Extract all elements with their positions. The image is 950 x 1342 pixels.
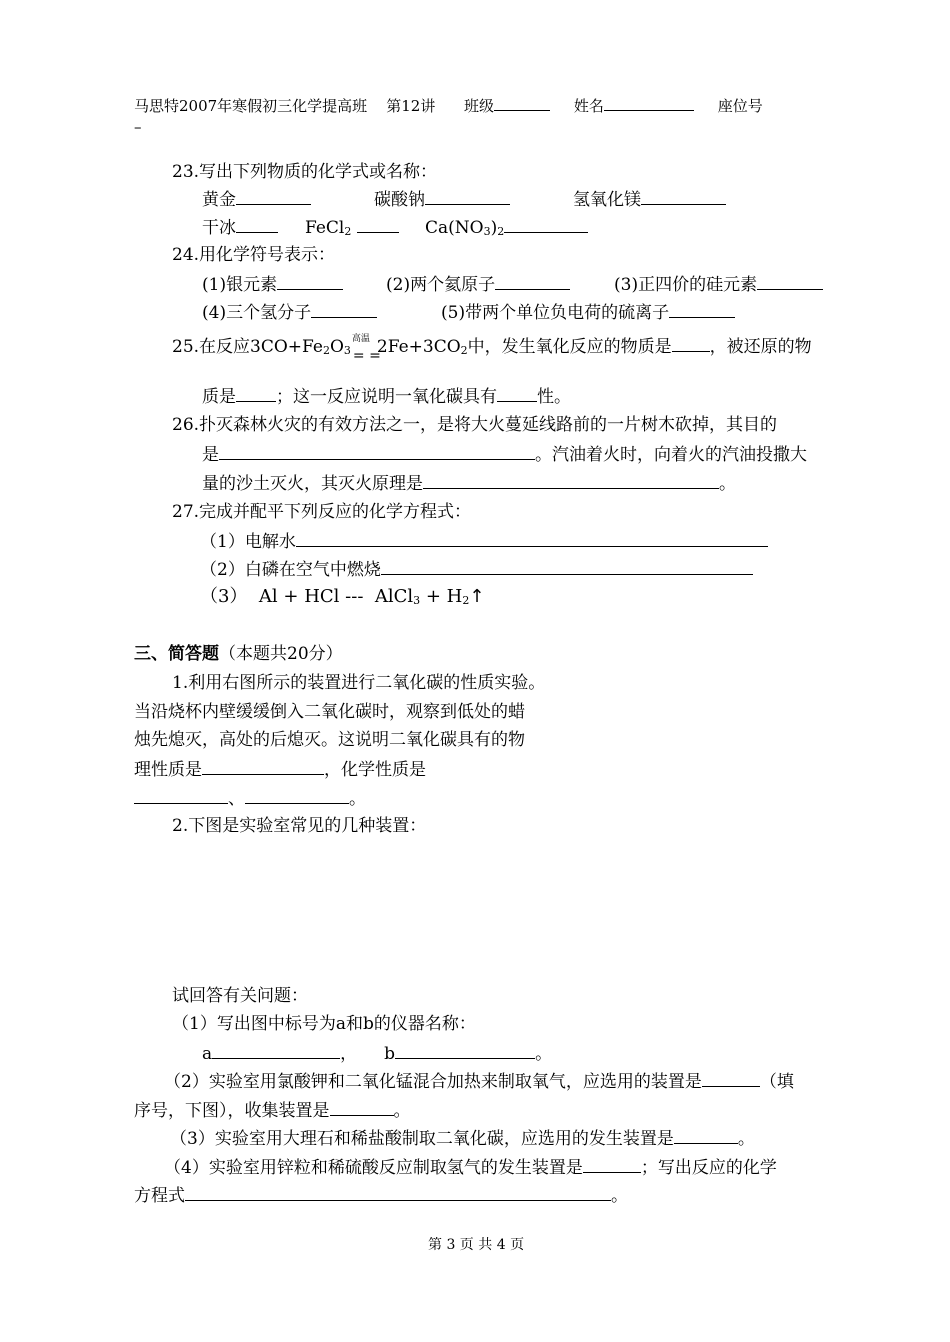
q23-cano-close: ) [490,218,498,238]
q24-i5-blank[interactable] [669,301,735,318]
q23-dryice-blank[interactable] [236,216,278,233]
q24-i4 [202,301,377,324]
q26-principle-blank[interactable] [423,472,719,489]
q23-row1b [374,188,510,211]
sa2-b-label: b [384,1044,396,1064]
q27-i1 [200,530,768,553]
q23-gold-blank[interactable] [236,188,311,205]
q27-i3 [200,586,484,608]
q23-cano-sub2: 2 [497,225,505,238]
q24-i3-blank[interactable] [757,273,823,290]
q24-i5 [441,301,735,324]
sa2-i3b: 。 [737,1129,755,1149]
q24-i1-blank[interactable] [277,273,343,290]
sa2-i4-device-blank[interactable] [583,1156,641,1173]
name-label: 姓名 [573,97,604,115]
sa1-l4b: ，化学性质是 [324,760,426,780]
sa2-b-blank[interactable] [395,1042,535,1059]
sa2-i4a: （4）实验室用锌粒和稀硫酸反应制取氢气的发生装置是 [164,1158,583,1178]
q26-line2 [202,443,807,466]
sa2-i2a: （2）实验室用氯酸钾和二氧化锰混合加热来制取氧气，应选用的装置是 [164,1072,702,1092]
sa2-i1: （1）写出图中标号为a和b的仪器名称： [172,1014,476,1034]
sa1-chemical-blank-2[interactable] [245,787,349,804]
q24-i3 [614,273,823,296]
sa1-l4a: 理性质是 [134,760,202,780]
q27-i2 [200,558,753,581]
q24-i5-text: (5)带两个单位负电荷的硫离子 [441,303,670,323]
section3-note: （本题共20分） [219,644,343,664]
q23-mgoh-blank[interactable] [641,188,726,205]
q25-tail2: ，被还原的物 [709,337,812,357]
sa2-i4-line2 [134,1184,628,1207]
q23-fecl2 [305,216,399,239]
class-label: 班级 [463,97,494,115]
sa2-ab [202,1042,552,1065]
sa2-a-label: a [202,1044,213,1064]
q23-na2co3-blank[interactable] [425,188,510,205]
sa1-line2: 当沿烧杯内壁缓缓倒入二氧化碳时，观察到低处的蜡 [134,702,525,722]
sa1-line5 [134,787,366,810]
lecture-number: 第12讲 [386,97,436,115]
q24-title: 24.用化学符号表示： [172,245,336,265]
q25-property-blank[interactable] [497,385,537,402]
sa1-line1: 1.利用右图所示的装置进行二氧化碳的性质实验。 [172,673,546,693]
q24-i2-blank[interactable] [495,273,570,290]
q27-eq-dash: --- [345,586,364,607]
sa2-i2d: 。 [393,1101,411,1121]
q24-i2-text: (2)两个氦原子 [386,275,496,295]
sa1-line3: 烛先熄灭，高处的后熄灭。这说明二氧化碳具有的物 [134,730,525,750]
q26-line1: 26.扑灭森林火灾的有效方法之一，是将大火蔓延线路前的一片树木砍掉，其目的 [172,415,778,435]
q27-i1-blank[interactable] [296,530,768,547]
page-header [134,94,763,117]
q23-title: 23.写出下列物质的化学式或名称： [172,162,438,182]
sa2-i3-blank[interactable] [674,1127,738,1144]
sa2-i2b: （填 [759,1072,794,1092]
q23-mg-hydroxide: 氢氧化镁 [573,190,641,210]
q27-eq-b: AlCl [374,586,414,607]
q24-i1-text: (1)银元素 [202,275,278,295]
q25-sub3: 2 [460,344,468,357]
q26-l2b: 。汽油着火时，向着火的汽油投撒大 [535,445,807,465]
q27-i3-text: （3） [200,586,248,607]
q25-post: 2Fe+3CO [376,337,461,357]
sa2-i2-collect-blank[interactable] [330,1099,394,1116]
sa2-comma: ， [340,1044,358,1064]
sa1-l5b: 。 [349,789,366,809]
q27-i2-blank[interactable] [381,558,753,575]
sa2-i4-line1 [164,1156,777,1179]
q25-l2b: ；这一反应说明一氧化碳具有 [276,387,497,407]
q23-cano3-blank[interactable] [504,216,588,233]
name-blank[interactable] [604,94,694,111]
course-title: 马思特2007年寒假初三化学提高班 [134,97,368,115]
sa2-ask: 试回答有关问题： [172,986,308,1006]
q23-cano-text: Ca(NO [425,218,484,238]
q24-i3-text: (3)正四价的硅元素 [614,275,758,295]
q24-i4-text: (4)三个氢分子 [202,303,312,323]
q23-gold: 黄金 [202,190,236,210]
q25-sub1: 2 [322,344,330,357]
sa1-chemical-blank-1[interactable] [134,787,228,804]
q25-reduced-blank[interactable] [236,385,276,402]
q25-oxidized-blank[interactable] [672,335,710,352]
q24-i4-blank[interactable] [311,301,377,318]
q25-line1 [172,334,812,364]
q23-row1c [573,188,726,211]
q27-eq-c-sub: 2 [462,594,470,607]
sa2-i4-equation-blank[interactable] [185,1184,611,1201]
q23-row2 [202,216,278,239]
sa2-i2-line1 [164,1070,794,1093]
q25-l2c: 性。 [537,387,571,407]
q23-fecl2-blank[interactable] [357,216,399,233]
sa2-i3a: （3）实验室用大理石和稀盐酸制取二氧化碳，应选用的发生装置是 [170,1129,674,1149]
q23-cano-sub: 3 [483,225,491,238]
q26-purpose-blank[interactable] [219,443,535,460]
q27-title: 27.完成并配平下列反应的化学方程式： [172,502,472,522]
q26-l2a: 是 [202,445,219,465]
gas-arrow-icon: ↑ [469,586,485,607]
q26-l3b: 。 [719,474,736,494]
sa2-i4b: ；写出反应的化学 [640,1158,777,1178]
sa1-physical-blank[interactable] [202,758,324,775]
q25-mid: O [329,337,344,357]
q25-line2 [202,385,571,408]
condition-high-temp: 高温 [351,334,370,344]
header-dash: – [134,118,142,136]
q23-fecl-text: FeCl [305,218,345,238]
q27-i2-text: （2）白磷在空气中燃烧 [200,560,381,580]
q25-tail: 中，发生氧化反应的物质是 [467,337,672,357]
sa2-i2c: 序号，下图），收集装置是 [134,1101,330,1121]
q26-l3a: 量的沙土灭火，其灭火原理是 [202,474,423,494]
sa2-i4c: 方程式 [134,1186,185,1206]
q27-eq-a: Al + HCl [258,586,340,607]
q27-i1-text: （1）电解水 [200,532,296,552]
section3-title: 三、简答题 [134,644,219,664]
section3-heading [134,643,343,665]
sa2-a-blank[interactable] [212,1042,340,1059]
q26-line3 [202,472,736,495]
sa1-l5a: 、 [228,789,245,809]
q25-sub2: 3 [343,344,351,357]
q23-row1 [202,188,311,211]
sa2-i2-device-blank[interactable] [702,1070,760,1087]
sa2-i4d: 。 [611,1186,628,1206]
equals-sign: = = [352,348,381,364]
sa2-i3 [170,1127,755,1150]
sa2-i2-line2 [134,1099,411,1122]
q24-i2 [386,273,570,296]
sa2-ab-end: 。 [535,1044,553,1064]
sa1-line4 [134,758,426,781]
seat-label: 座位号 [717,97,763,115]
page-footer: 第 3 页 共 4 页 [428,1237,525,1253]
q23-cano3 [425,216,588,239]
q25-pre: 25.在反应3CO+Fe [172,337,323,357]
q24-i1 [202,273,343,296]
q25-l2a: 质是 [202,387,236,407]
q27-eq-c: + H [420,586,463,607]
q23-dry-ice: 干冰 [202,218,236,238]
q23-sodium-carbonate: 碳酸钠 [374,190,425,210]
class-blank[interactable] [494,94,550,111]
reaction-condition [351,334,381,364]
q27-eq-b-sub: 3 [413,594,421,607]
sa2-title: 2.下图是实验室常见的几种装置： [172,816,427,836]
q23-fecl-sub: 2 [344,225,352,238]
